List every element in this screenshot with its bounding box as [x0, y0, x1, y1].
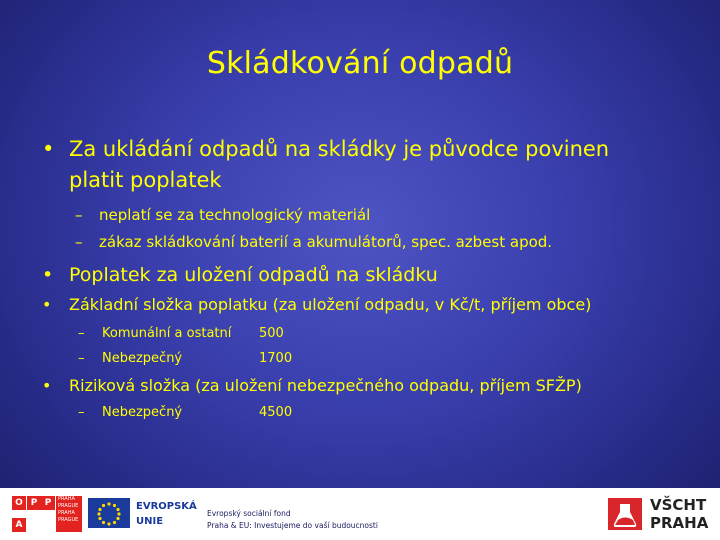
bullet-marker: •: [42, 295, 52, 314]
dash-marker: –: [75, 206, 83, 224]
esf-caption-line-2: Praha & EU: Investujeme do vaší budoucnosti: [207, 521, 378, 530]
sub-bullet-1-1-text: neplatí se za technologický materiál: [99, 206, 371, 224]
dash-marker: –: [78, 326, 85, 341]
opp-side-block: [56, 496, 82, 532]
dash-marker: –: [75, 233, 83, 251]
sub-bullet-3-2: [78, 351, 318, 369]
bullet-3-text: Základní složka poplatku (za uložení odpadu, v Kč/t, příjem obce): [69, 295, 592, 314]
opp-blank-cell: [27, 518, 41, 532]
opp-letter: P: [41, 496, 55, 510]
bullet-2-text: Poplatek za uložení odpadů na skládku: [69, 264, 438, 286]
sub-bullet-4-1-value: 4500: [259, 405, 293, 420]
eu-label: [136, 499, 197, 529]
vscht-label-line-1: VŠCHT: [650, 496, 707, 514]
bullet-marker: •: [42, 376, 52, 395]
vscht-flask-icon: [606, 496, 646, 532]
opp-side-text: PRAHA: [58, 510, 75, 516]
eu-label-line-2: UNIE: [136, 516, 164, 527]
sub-bullet-4-1: [78, 405, 318, 423]
eu-label-line-1: EVROPSKÁ: [136, 501, 197, 512]
sub-bullet-1-2-text: zákaz skládkování baterií a akumulátorů, spec. azbest apod.: [99, 233, 553, 251]
vscht-label: [650, 496, 708, 532]
bullet-1-line-1: Za ukládání odpadů na skládky je původce povinen: [69, 137, 610, 161]
vscht-label-line-2: PRAHA: [650, 514, 709, 532]
sub-bullet-3-1-value: 500: [259, 326, 284, 341]
opp-side-text: PRAHA: [58, 496, 75, 502]
eu-flag-icon: [88, 498, 130, 528]
sub-bullet-3-2-label: Nebezpečný: [102, 351, 183, 366]
opp-side-text: PRAGUE: [58, 503, 79, 509]
opp-praha-logo: [12, 496, 84, 532]
dash-marker: –: [78, 351, 85, 366]
bullet-marker: •: [42, 137, 55, 161]
bullet-4-text: Riziková složka (za uložení nebezpečného odpadu, příjem SFŽP): [69, 376, 582, 395]
esf-caption: [207, 508, 378, 532]
sub-bullet-3-1-label: Komunální a ostatní: [102, 326, 232, 341]
bullet-1-line-2: platit poplatek: [69, 168, 222, 192]
esf-caption-line-1: Evropský sociální fond: [207, 509, 291, 518]
opp-letter: O: [12, 496, 26, 510]
dash-marker: –: [78, 405, 85, 420]
bullet-marker: •: [42, 264, 54, 286]
opp-blank-cell: [41, 518, 55, 532]
opp-letter: A: [12, 518, 26, 532]
slide-title: Skládkování odpadů: [206, 46, 514, 81]
sub-bullet-3-2-value: 1700: [259, 351, 293, 366]
sub-bullet-4-1-label: Nebezpečný: [102, 405, 183, 420]
opp-side-text: PRAGUE: [58, 517, 79, 523]
sub-bullet-3-1: [78, 326, 318, 344]
opp-letter: P: [27, 496, 41, 510]
